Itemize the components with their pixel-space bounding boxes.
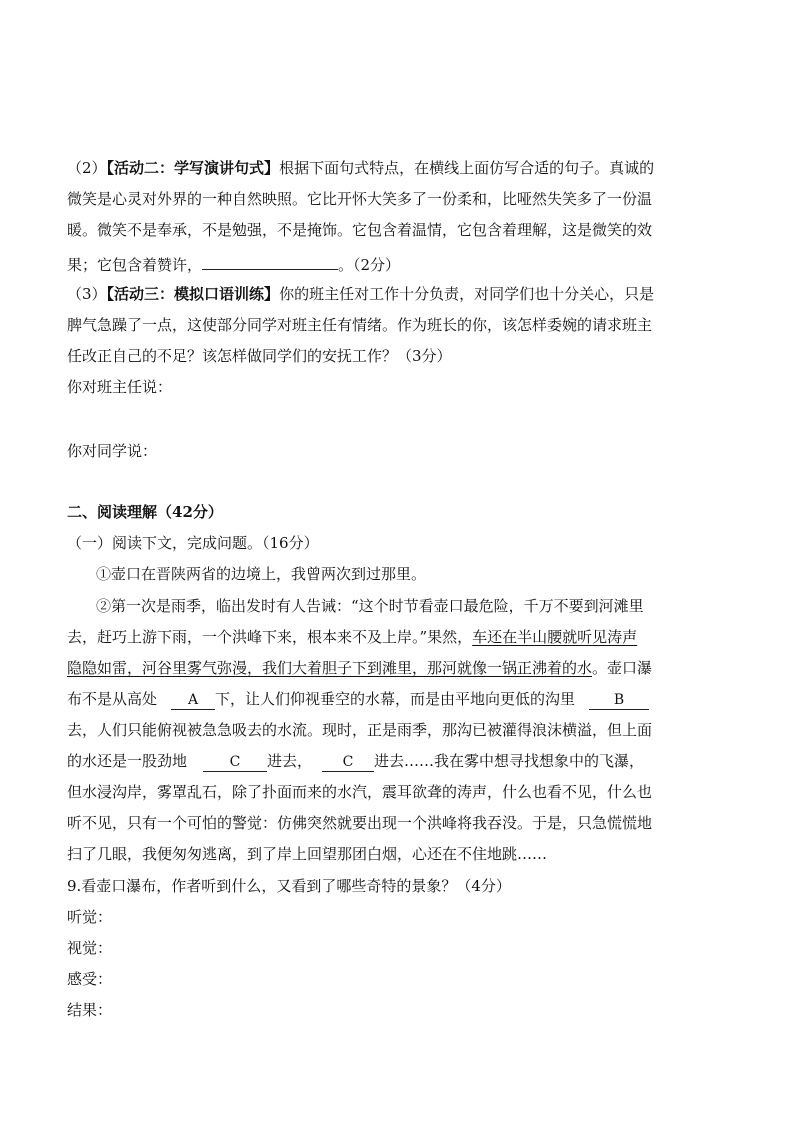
q3-to-classmates-label: 你对同学说：: [67, 442, 158, 460]
underlined-sentence: 车还在半山腰就听见涛声: [472, 628, 638, 646]
q9-hearing-label: 听觉：: [67, 908, 113, 926]
q9-result-label: 结果：: [67, 1001, 113, 1019]
blank-c-1[interactable]: C: [203, 753, 267, 772]
passage-p2-line-1: ②第一次是雨季，临出发时有人告诫：“这个时节看壶口最危险，千万不要到河滩里: [96, 597, 644, 615]
question-9: 9.看壶口瀑布，作者听到什么，又看到了哪些奇特的景象？（4分）: [67, 877, 511, 895]
passage-paragraph-1: ①壶口在晋陕两省的边境上，我曾两次到过那里。: [96, 565, 427, 583]
q3-text: 你的班主任对工作十分负责，对同学们也十分关心，只是: [279, 285, 655, 303]
blank-a[interactable]: A: [171, 691, 215, 710]
section-title: 二、阅读理解（42分）: [67, 503, 223, 521]
q3-number: （3）: [67, 285, 107, 303]
q2-line-3: 暖。微笑不是奉承，不是勉强，不是掩饰。它包含着温情，它包含着理解，这是微笑的效: [67, 221, 653, 239]
underlined-sentence-continued: 隐隐如雷，河谷里雾气弥漫，我们大着胆子下到滩里，那河就像一锅正沸着的水: [67, 659, 593, 677]
q9-vision-label: 视觉：: [67, 939, 113, 957]
q2-activity-title: 【活动二：学写演讲句式】: [106, 159, 280, 177]
passage-p2-line-6: 的水还是一股劲地 C 进去， C 进去……我在雾中想寻找想象中的飞瀑，: [67, 752, 645, 770]
passage-p2-line-8: 听不见，只有一个可怕的警觉：仿佛突然就要出现一个洪峰将我吞没。于是，只急慌慌地: [67, 814, 653, 832]
passage-p2-line-9: 扫了几眼，我便匆匆逃离，到了岸上回望那团白烟，心还在不住地跳……: [67, 845, 548, 863]
q3-to-teacher-label: 你对班主任说：: [67, 378, 173, 396]
q9-feeling-label: 感受：: [67, 970, 113, 988]
q2-line-2: 微笑是心灵对外界的一种自然映照。它比开怀大笑多了一份柔和，比哑然失笑多了一份温: [67, 190, 653, 208]
q3-line-3: 任改正自己的不足？该怎样做同学们的安抚工作？（3分）: [67, 347, 452, 365]
q2-text: 根据下面句式特点，在横线上面仿写合适的句子。真诚的: [279, 159, 655, 177]
q2-number: （2）: [67, 159, 107, 177]
part-one-heading: （一）阅读下文，完成问题。（16分）: [67, 534, 319, 552]
q2-answer-blank[interactable]: [202, 251, 338, 270]
passage-p2-line-3: 隐隐如雷，河谷里雾气弥漫，我们大着胆子下到滩里，那河就像一锅正沸着的水。壶口瀑: [67, 659, 653, 677]
passage-p2-line-2: 去，赶巧上游下雨，一个洪峰下来，根本来不及上岸。”果然，车还在半山腰就听见涛声: [67, 628, 638, 646]
q3-line-1: [67, 284, 654, 304]
blank-b[interactable]: B: [589, 691, 649, 710]
q2-line-4: 果；它包含着赞许， 。（2分）: [67, 251, 400, 275]
blank-c-2[interactable]: C: [322, 753, 374, 772]
q2-line-1: [67, 158, 654, 178]
passage-p2-line-5: 去，人们只能俯视被急急吸去的水流。现时，正是雨季，那沟已被灌得浪沫横溢，但上面: [67, 721, 653, 739]
passage-p2-line-4: 布不是从高处 A 下，让人们仰视垂空的水幕，而是由平地向更低的沟里 B: [67, 689, 649, 710]
passage-p2-line-7: 但水浸沟岸，雾罩乱石，除了扑面而来的水汽，震耳欲聋的涛声，什么也看不见，什么也: [67, 783, 653, 801]
q3-line-2: 脾气急躁了一点，这使部分同学对班主任有情绪。作为班长的你，该怎样委婉的请求班主: [67, 316, 653, 334]
q3-activity-title: 【活动三：模拟口语训练】: [106, 285, 280, 303]
